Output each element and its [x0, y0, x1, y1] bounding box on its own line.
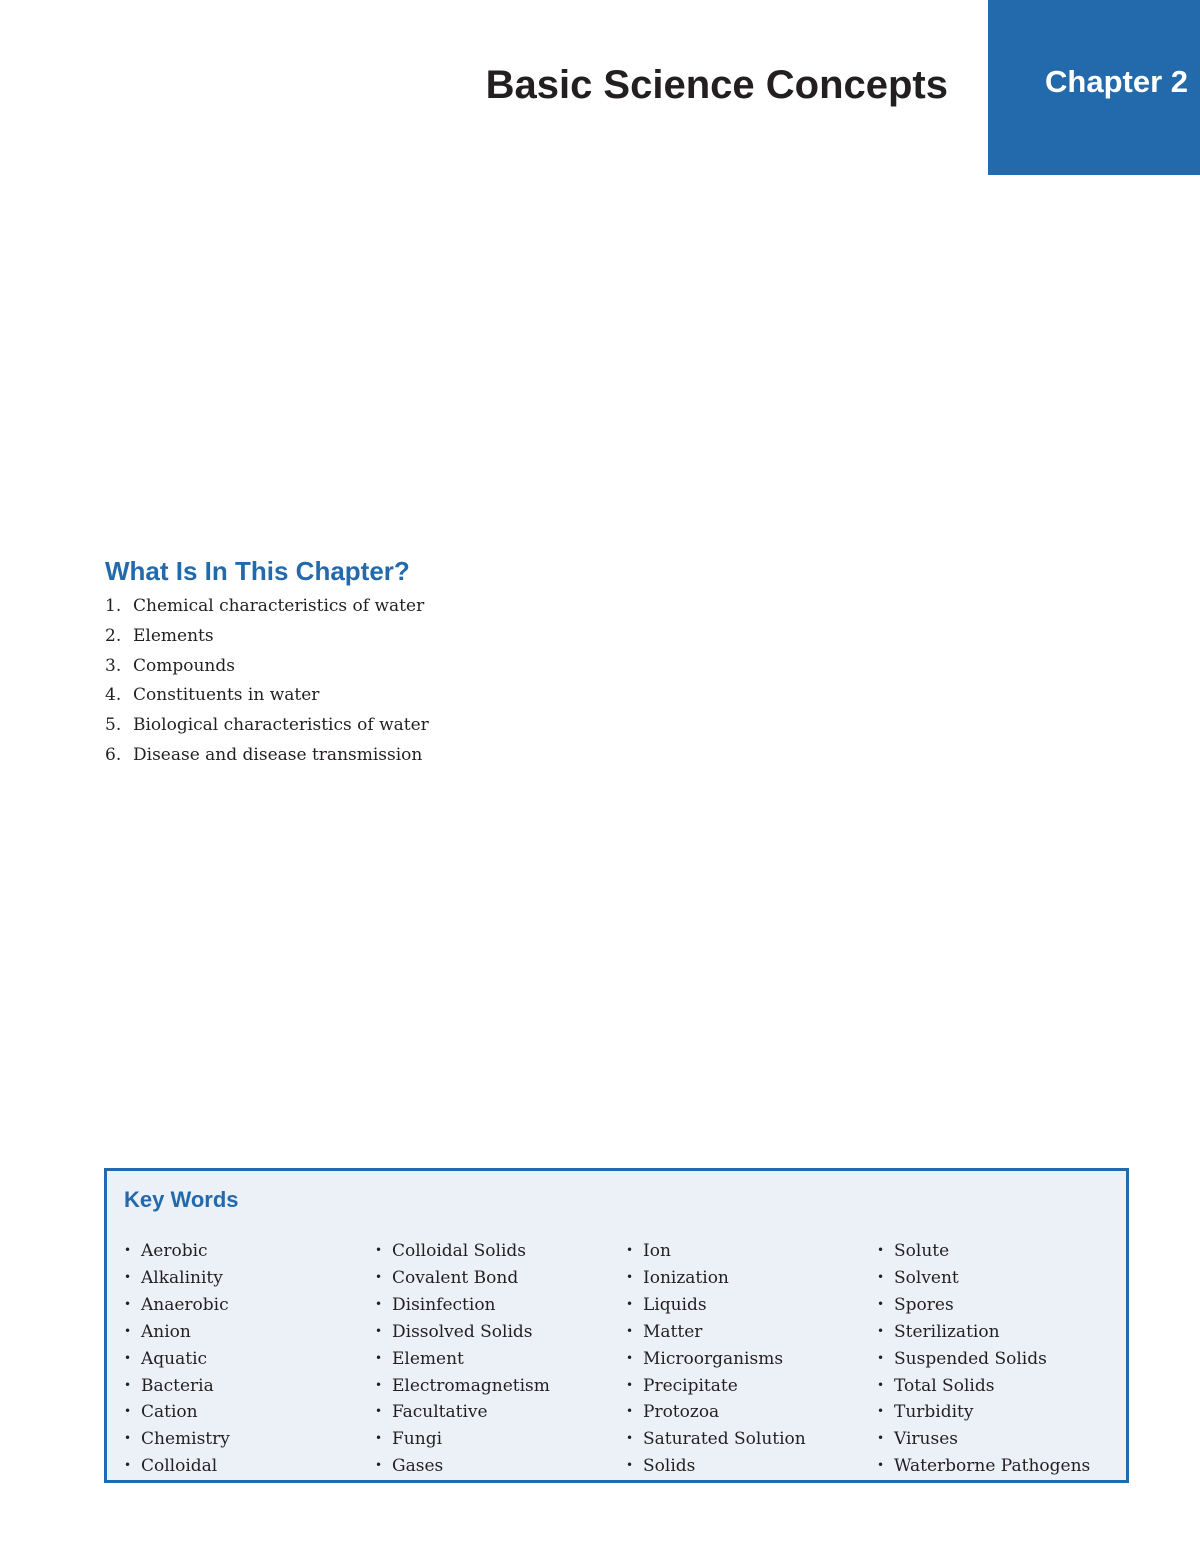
key-words-heading: Key Words [124, 1187, 239, 1212]
key-word: • Solvent [877, 1265, 1090, 1292]
list-item [105, 592, 429, 622]
list-item [105, 681, 429, 711]
item-text: Elements [133, 625, 214, 646]
key-word: • Waterborne Pathogens [877, 1453, 1090, 1480]
key-word: • Solute [877, 1238, 1090, 1265]
item-text: Constituents in water [133, 685, 320, 706]
key-word: • Liquids [626, 1292, 806, 1319]
item-number: 1. [105, 596, 122, 616]
key-word: • Fungi [375, 1426, 550, 1453]
item-text: Chemical characteristics of water [133, 596, 425, 616]
key-word: • Viruses [877, 1426, 1090, 1453]
key-words-column-2 [375, 1238, 550, 1480]
key-word: • Sterilization [877, 1319, 1090, 1346]
key-word: • Dissolved Solids [375, 1319, 550, 1346]
key-word: • Covalent Bond [375, 1265, 550, 1292]
contents-heading: What Is In This Chapter? [105, 556, 410, 586]
key-word: • Disinfection [375, 1292, 550, 1319]
key-word: • Chemistry [124, 1426, 230, 1453]
item-number: 3. [105, 655, 122, 676]
key-words-column-4 [877, 1238, 1090, 1480]
item-text: Compounds [133, 655, 235, 676]
key-word: • Cation [124, 1399, 230, 1426]
page-title: Basic Science Concepts [485, 63, 948, 107]
item-number: 4. [105, 685, 122, 706]
key-word: • Saturated Solution [626, 1426, 806, 1453]
item-number: 5. [105, 715, 122, 736]
key-word: • Anaerobic [124, 1292, 230, 1319]
chapter-label: Chapter 2 [1045, 64, 1188, 99]
list-item [105, 741, 429, 771]
key-word: • Matter [626, 1319, 806, 1346]
list-item [105, 622, 429, 652]
item-text: Biological characteristics of water [133, 715, 429, 736]
key-word: • Spores [877, 1292, 1090, 1319]
key-word: • Ion [626, 1238, 806, 1265]
key-word: • Alkalinity [124, 1265, 230, 1292]
key-word: • Aerobic [124, 1238, 230, 1265]
key-words-column-1 [124, 1238, 230, 1480]
contents-list [105, 592, 429, 771]
key-word: • Solids [626, 1453, 806, 1480]
chapter-tab [988, 0, 1200, 175]
key-word: • Facultative [375, 1399, 550, 1426]
key-word: • Element [375, 1346, 550, 1373]
key-word: • Total Solids [877, 1373, 1090, 1400]
key-word: • Microorganisms [626, 1346, 806, 1373]
key-word: • Protozoa [626, 1399, 806, 1426]
key-word: • Anion [124, 1319, 230, 1346]
key-word: • Electromagnetism [375, 1373, 550, 1400]
key-words-column-3 [626, 1238, 806, 1480]
list-item [105, 711, 429, 741]
item-number: 2. [105, 625, 122, 646]
item-text: Disease and disease transmission [133, 744, 423, 765]
key-word: • Gases [375, 1453, 550, 1480]
list-item [105, 652, 429, 682]
item-number: 6. [105, 744, 122, 765]
key-word: • Turbidity [877, 1399, 1090, 1426]
key-word: • Colloidal Solids [375, 1238, 550, 1265]
key-word: • Colloidal [124, 1453, 230, 1480]
key-words-box [104, 1168, 1129, 1483]
key-word: • Aquatic [124, 1346, 230, 1373]
key-word: • Bacteria [124, 1373, 230, 1400]
key-word: • Ionization [626, 1265, 806, 1292]
key-word: • Precipitate [626, 1373, 806, 1400]
key-word: • Suspended Solids [877, 1346, 1090, 1373]
